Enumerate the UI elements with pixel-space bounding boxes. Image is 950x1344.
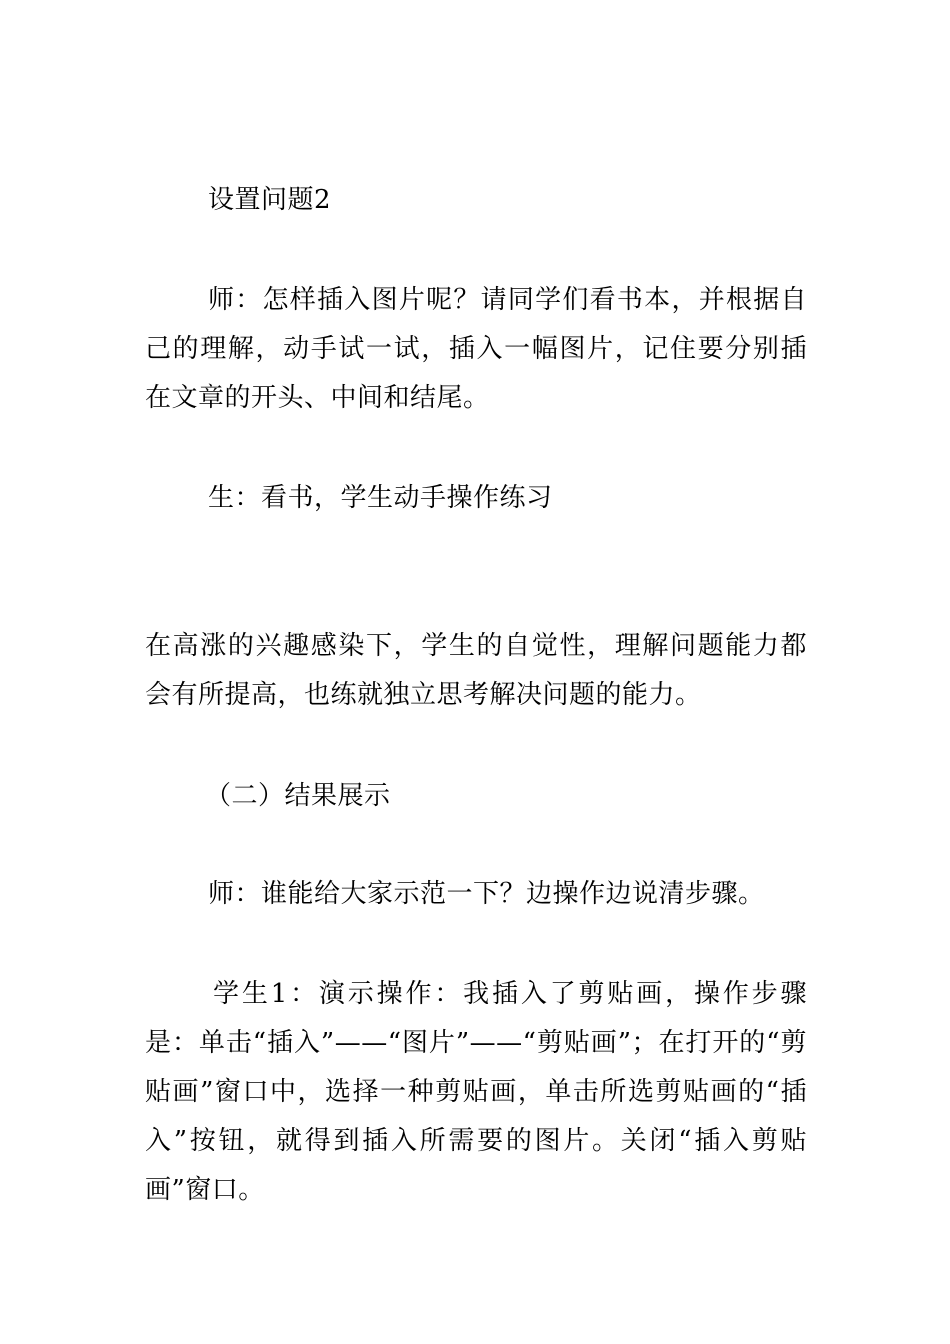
section-heading-results: （二）结果展示 — [205, 781, 391, 811]
paragraph-question-2: 设置问题2 — [208, 185, 332, 215]
paragraph-teacher-question: 师：谁能给大家示范一下？边操作边说清步骤。 — [208, 879, 765, 909]
paragraph-teacher-instruction: 师：怎样插入图片呢？请同学们看书本，并根据自己的理解，动手试一试，插入一幅图片，记住要分别插在文章的开头、中间和结尾。 — [145, 285, 807, 413]
paragraph-student-demo: 学生1：演示操作：我插入了剪贴画，操作步骤是：单击“插入”——“图片”——“剪贴画”；在打开的“剪贴画”窗口中，选择一种剪贴画，单击所选剪贴画的“插入”按钮，就得到插入所需要的图片。关闭“插入剪贴画”窗口。 — [145, 979, 807, 1205]
paragraph-student-practice: 生：看书，学生动手操作练习 — [208, 483, 553, 513]
paragraph-summary: 在高涨的兴趣感染下，学生的自觉性，理解问题能力都会有所提高，也练就独立思考解决问题的能力。 — [145, 631, 807, 710]
